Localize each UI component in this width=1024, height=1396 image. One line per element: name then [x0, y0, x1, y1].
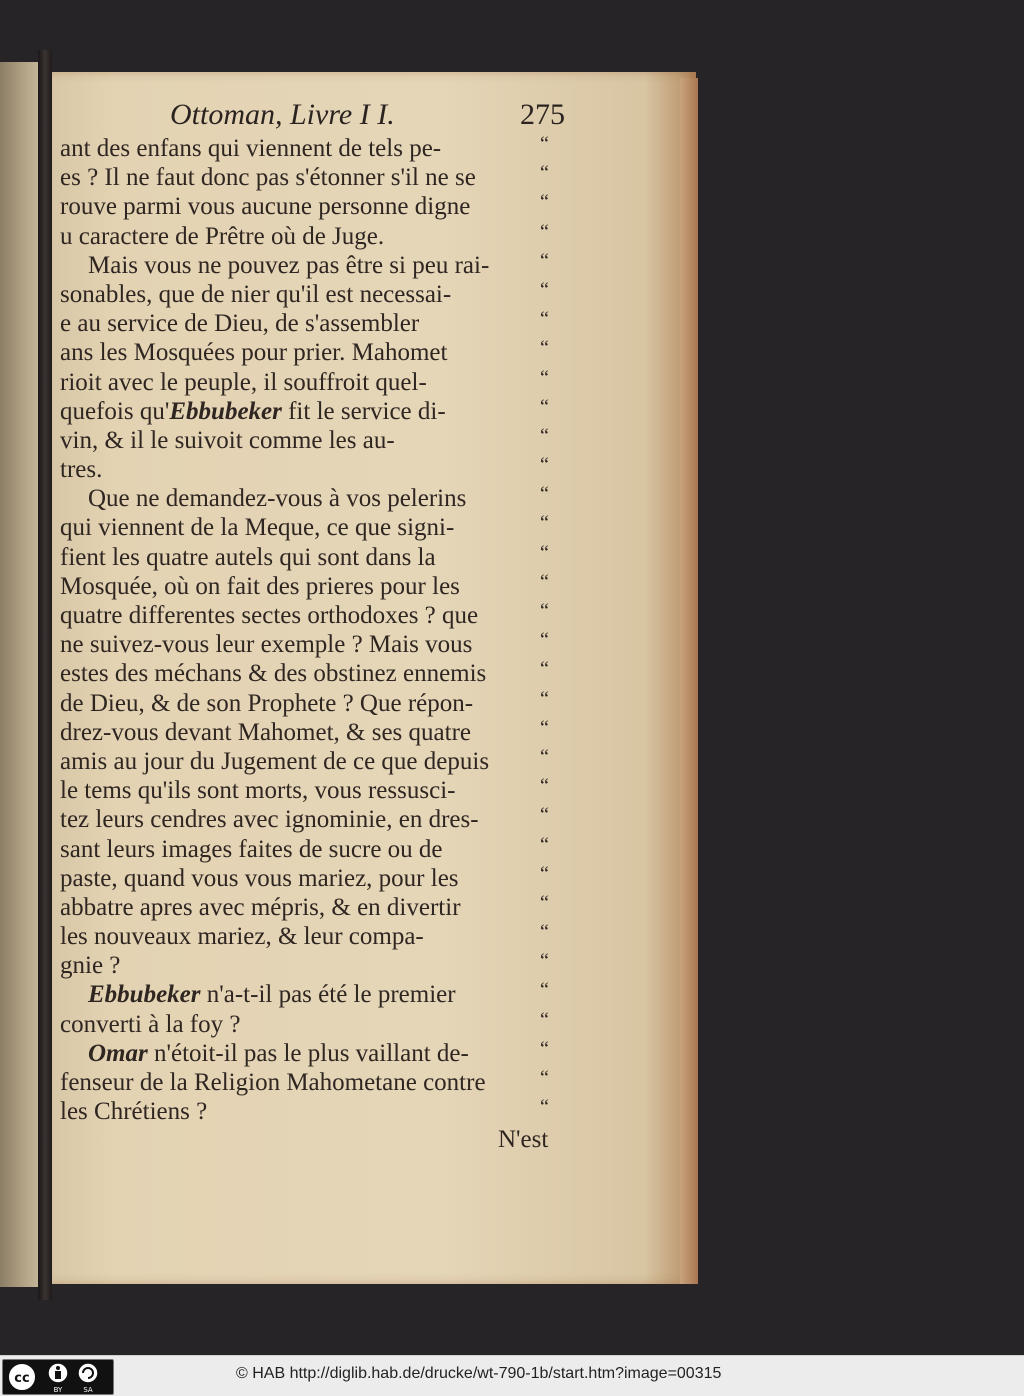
- running-head: [170, 98, 565, 138]
- line-segment: abbatre apres avec mépris, & en divertir: [60, 893, 461, 921]
- line-segment: Que ne demandez-vous à vos pelerins: [88, 485, 467, 513]
- page-edge: [680, 78, 698, 1284]
- line-text: [88, 484, 466, 513]
- line-text: [60, 1068, 486, 1097]
- text-line: [60, 309, 570, 338]
- text-line: [60, 484, 570, 513]
- line-segment: les Chrétiens ?: [60, 1098, 208, 1126]
- line-text: [60, 192, 470, 221]
- person-name: Ebbubeker: [88, 981, 201, 1009]
- line-text: [60, 455, 102, 484]
- text-line: [60, 513, 570, 542]
- marginal-quote-mark: “: [540, 600, 549, 622]
- line-segment: les nouveaux mariez, & leur compa-: [60, 923, 424, 951]
- line-segment: tres.: [60, 456, 103, 484]
- text-line: [60, 280, 570, 309]
- marginal-quote-mark: “: [540, 308, 549, 331]
- line-text: [88, 1039, 469, 1068]
- marginal-quote-mark: “: [540, 1008, 549, 1031]
- marginal-quote-mark: “: [540, 249, 549, 272]
- line-text: [60, 572, 460, 601]
- line-segment: estes des méchans & des obstinez ennemis: [60, 660, 487, 688]
- marginal-quote-mark: “: [540, 921, 549, 944]
- text-line: [60, 251, 570, 280]
- line-text: [60, 309, 419, 338]
- marginal-quote-mark: “: [540, 891, 549, 914]
- marginal-quote-mark: “: [540, 979, 549, 1002]
- line-text: [60, 689, 473, 718]
- text-line: [60, 747, 570, 776]
- text-line: [60, 426, 570, 455]
- line-segment: u caractere de Prêtre où de Juge.: [60, 222, 385, 250]
- line-segment: n'a-t-il pas été le premier: [200, 981, 456, 1009]
- marginal-quote-mark: “: [540, 804, 549, 827]
- marginal-quote-mark: “: [540, 716, 549, 739]
- text-line: [60, 601, 570, 630]
- line-text: [88, 980, 456, 1009]
- line-text: [60, 338, 447, 367]
- text-line: [60, 134, 570, 163]
- running-title: Ottoman, Livre I I.: [170, 98, 395, 131]
- text-line: [60, 163, 570, 192]
- marginal-quote-mark: “: [540, 745, 549, 768]
- text-line: [60, 1097, 570, 1126]
- marginal-quote-mark: “: [540, 570, 549, 593]
- line-segment: ans les Mosquées pour prier. Mahomet: [60, 339, 448, 367]
- line-text: [60, 543, 436, 572]
- page-number: 275: [520, 98, 565, 131]
- line-text: [60, 1097, 207, 1126]
- marginal-quote-mark: “: [540, 162, 549, 185]
- marginal-quote-mark: “: [540, 424, 549, 447]
- marginal-quote-mark: “: [540, 366, 549, 389]
- line-text: [60, 893, 461, 922]
- line-segment: tez leurs cendres avec ignominie, en dres-: [60, 806, 479, 834]
- marginal-quote-mark: “: [540, 658, 549, 681]
- line-text: [60, 426, 395, 455]
- line-text: [60, 776, 455, 805]
- text-line: [60, 659, 570, 688]
- text-line: [60, 718, 570, 747]
- footer-bar: [0, 1355, 1024, 1396]
- marginal-quote-mark: “: [540, 862, 549, 885]
- line-segment: e au service de Dieu, de s'assembler: [60, 310, 420, 338]
- catchword: N'est: [498, 1126, 549, 1153]
- marginal-quote-mark: “: [540, 191, 549, 214]
- marginal-quote-mark: “: [540, 629, 549, 652]
- marginal-quote-mark: “: [540, 775, 549, 798]
- license-sa-label: SA: [83, 1386, 93, 1394]
- line-segment: paste, quand vous vous mariez, pour les: [60, 864, 459, 892]
- line-text: [60, 134, 441, 163]
- line-segment: de Dieu, & de son Prophete ? Que répon-: [60, 689, 474, 717]
- line-text: [60, 601, 478, 630]
- text-line: [60, 980, 570, 1009]
- text-line: [60, 222, 570, 251]
- line-segment: qui viennent de la Meque, ce que signi-: [60, 514, 455, 542]
- text-line: [60, 192, 570, 221]
- line-segment: Mais vous ne pouvez pas être si peu rai-: [88, 251, 490, 279]
- line-text: [60, 864, 459, 893]
- line-text: [60, 659, 486, 688]
- line-text: [60, 951, 120, 980]
- line-text: [60, 805, 479, 834]
- text-line: [60, 1039, 570, 1068]
- line-text: [60, 280, 451, 309]
- marginal-quote-mark: “: [540, 950, 549, 973]
- marginal-quote-mark: “: [540, 454, 549, 477]
- marginal-quote-mark: “: [540, 483, 549, 506]
- text-line: [60, 455, 570, 484]
- marginal-quote-mark: “: [540, 833, 549, 856]
- line-text: [60, 368, 427, 397]
- marginal-quote-mark: “: [540, 278, 549, 301]
- text-line: [60, 805, 570, 834]
- line-segment: ne suivez-vous leur exemple ? Mais vous: [60, 631, 473, 659]
- body-text: [60, 134, 570, 1126]
- line-segment: rioit avec le peuple, il souffroit quel-: [60, 368, 427, 396]
- line-segment: Mosquée, où on fait des prieres pour les: [60, 572, 460, 600]
- line-segment: ant des enfans qui viennent de tels pe-: [60, 135, 442, 162]
- line-segment: quefois qu': [60, 397, 170, 425]
- line-text: [60, 513, 454, 542]
- text-line: [60, 689, 570, 718]
- text-line: [60, 893, 570, 922]
- cc-by-sa-icon[interactable]: [2, 1359, 114, 1395]
- line-segment: sant leurs images faites de sucre ou de: [60, 835, 443, 863]
- line-text: [60, 222, 384, 251]
- text-line: [60, 368, 570, 397]
- marginal-quote-mark: “: [540, 541, 549, 564]
- text-line: [60, 835, 570, 864]
- line-segment: gnie ?: [60, 952, 121, 980]
- line-segment: le tems qu'ils sont morts, vous ressusci-: [60, 777, 456, 805]
- text-line: [60, 397, 570, 426]
- copyright-link[interactable]: © HAB http://diglib.hab.de/drucke/wt-790-1b/start.htm?image=00315: [236, 1365, 722, 1382]
- text-line: [60, 864, 570, 893]
- line-text: [60, 747, 489, 776]
- text-line: [60, 1068, 570, 1097]
- marginal-quote-mark: “: [540, 395, 549, 418]
- line-segment: amis au jour du Jugement de ce que depuis: [60, 747, 490, 775]
- marginal-quote-mark: “: [540, 337, 549, 360]
- marginal-quote-mark: “: [540, 1067, 549, 1089]
- line-text: [60, 922, 424, 951]
- line-segment: converti à la foy ?: [60, 1010, 241, 1038]
- marginal-quote-mark: “: [540, 1037, 549, 1060]
- marginal-quote-mark: “: [540, 512, 549, 535]
- text-line: [60, 922, 570, 951]
- line-text: [60, 630, 472, 659]
- line-segment: rouve parmi vous aucune personne digne: [60, 193, 471, 221]
- line-segment: es ? Il ne faut donc pas s'étonner s'il ne se: [60, 164, 476, 192]
- book-spine: [38, 50, 52, 1300]
- line-segment: sonables, que de nier qu'il est necessai-: [60, 280, 452, 308]
- text-line: [60, 951, 570, 980]
- text-line: [60, 1010, 570, 1039]
- line-text: [60, 835, 443, 864]
- marginal-quote-mark: “: [540, 220, 549, 243]
- text-line: [60, 630, 570, 659]
- line-segment: fit le service di-: [281, 397, 446, 425]
- person-name: Ebbubeker: [169, 397, 282, 425]
- marginal-quote-mark: “: [540, 687, 549, 710]
- text-line: [60, 543, 570, 572]
- line-text: [60, 163, 476, 192]
- line-text: [60, 718, 471, 747]
- marginal-quote-mark: “: [540, 133, 549, 155]
- person-name: Omar: [88, 1039, 148, 1067]
- line-segment: fient les quatre autels qui sont dans la: [60, 543, 436, 571]
- text-line: [60, 776, 570, 805]
- line-segment: vin, & il le suivoit comme les au-: [60, 426, 395, 454]
- line-text: [60, 1010, 240, 1039]
- line-text: [60, 397, 446, 426]
- svg-text:cc: cc: [14, 1371, 30, 1386]
- text-line: [60, 338, 570, 367]
- license-by-label: BY: [53, 1386, 63, 1394]
- line-segment: fenseur de la Religion Mahometane contre: [60, 1069, 486, 1096]
- marginal-quote-mark: “: [540, 1096, 549, 1119]
- line-text: [88, 251, 489, 280]
- text-line: [60, 572, 570, 601]
- line-segment: quatre differentes sectes orthodoxes ? que: [60, 602, 479, 629]
- line-segment: n'étoit-il pas le plus vaillant de-: [147, 1039, 469, 1067]
- line-segment: drez-vous devant Mahomet, & ses quatre: [60, 718, 471, 746]
